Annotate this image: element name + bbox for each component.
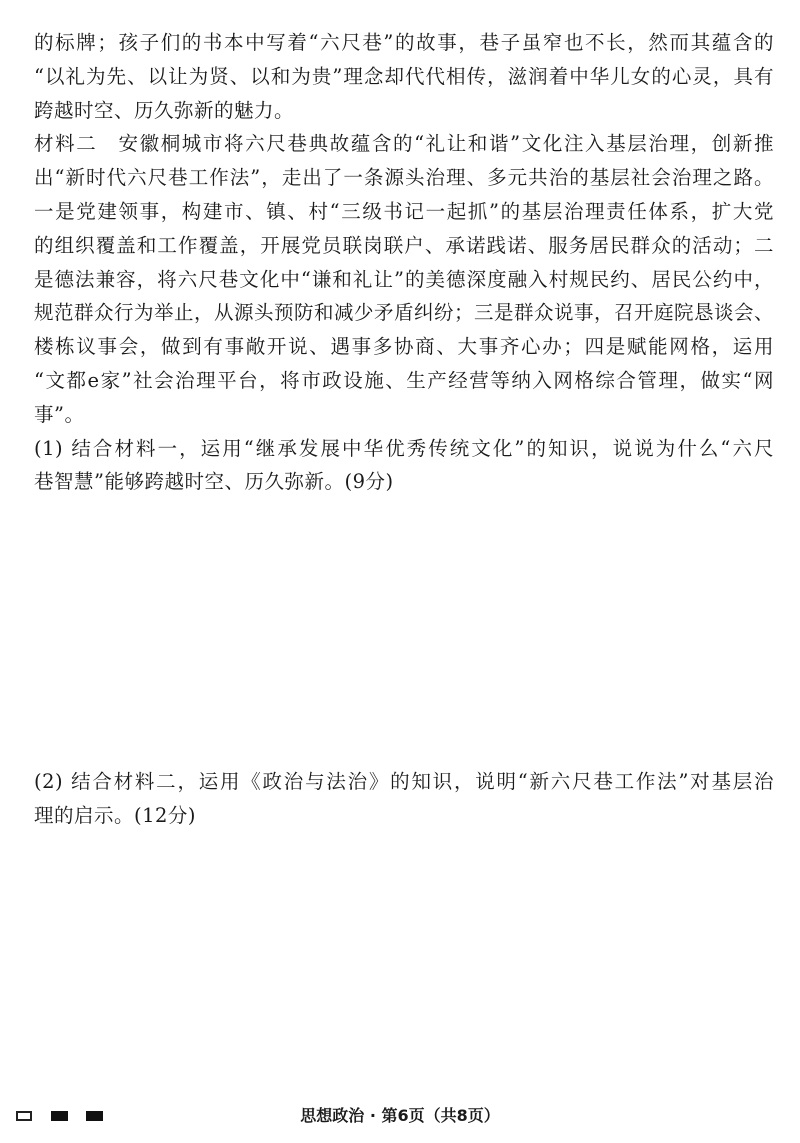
question-one-line: (1) 结合材料一，运用“继承发展中华优秀传统文化”的知识，说说为什么“六尺 <box>34 436 774 460</box>
material-two-line: 规范群众行为举止，从源头预防和减少矛盾纠纷；三是群众说事，召开庭院恳谈会、 <box>34 301 774 325</box>
material-two-line: 材料二 安徽桐城市将六尺巷典故蕴含的“礼让和谐”文化注入基层治理，创新推 <box>34 132 774 156</box>
material-two-line: 一是党建领事，构建市、镇、村“三级书记一起抓”的基层治理责任体系，扩大党 <box>34 199 774 223</box>
material-two-line: “文都e家”社会治理平台，将市政设施、生产经营等纳入网格综合管理，做实“网 <box>34 368 774 392</box>
question-two-line: (2) 结合材料二，运用《政治与法治》的知识，说明“新六尺巷工作法”对基层治 <box>34 770 774 793</box>
material-text-block <box>34 26 774 499</box>
material-one-line: 的标牌；孩子们的书本中写着“六尺巷”的故事，巷子虽窄也不长，然而其蕴含的 <box>34 31 774 54</box>
question-two-line: 理的启示。(12分) <box>34 803 197 827</box>
question-two-block <box>34 765 774 833</box>
page-footer <box>0 1103 800 1133</box>
material-two-line: 是德法兼容，将六尺巷文化中“谦和礼让”的美德深度融入村规民约、居民公约中， <box>34 267 774 291</box>
material-two-line: 的组织覆盖和工作覆盖，开展党员联岗联户、承诺践诺、服务居民群众的活动；二 <box>34 233 774 257</box>
material-two-line: 楼栋议事会，做到有事敞开说、遇事多协商、大事齐心办；四是赋能网格，运用 <box>34 335 774 359</box>
material-two-line: 出“新时代六尺巷工作法”，走出了一条源头治理、多元共治的基层社会治理之路。 <box>34 166 774 190</box>
material-one-line: 跨越时空、历久弥新的魅力。 <box>34 98 295 122</box>
page-number-info: 思想政治 · 第6页（共8页） <box>300 1106 500 1125</box>
question-one-line: 巷智慧”能够跨越时空、历久弥新。(9分) <box>34 470 394 494</box>
material-one-line: “以礼为先、以让为贤、以和为贵”理念却代代相传，滋润着中华儿女的心灵，具有 <box>34 64 774 88</box>
material-two-line: 事”。 <box>34 402 85 426</box>
